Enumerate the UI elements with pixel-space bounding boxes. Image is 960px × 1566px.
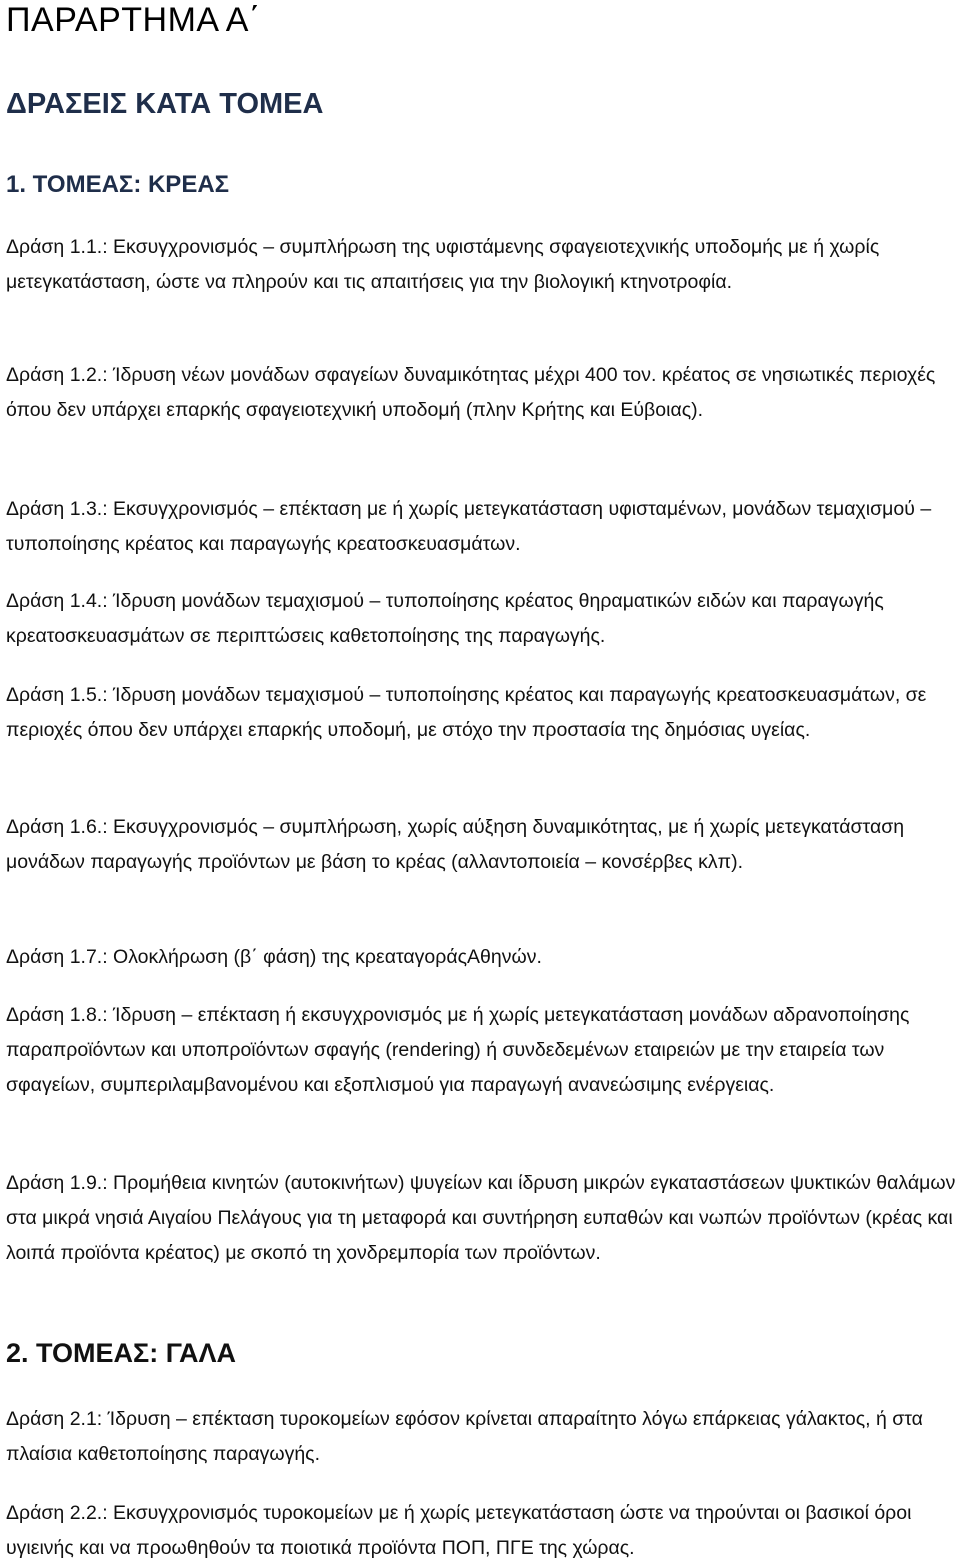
action-text: : Ίδρυση – επέκταση ή εκσυγχρονισμός με ή χωρίς μετεγκατάσταση μονάδων αδρανοποίησης παραπροϊόντων και υποπροϊόντων σφαγής (rendering) ή συνδεδεμένων εταιρειών με την εταιρεία των σφαγείων, συμπεριλαμβανομένου και εξοπλισμού για παραγωγή ανανεώσιμης ενέργειας.	[6, 1004, 910, 1096]
action-text: : Εκσυγχρονισμός – επέκταση με ή χωρίς μετεγκατάσταση υφισταμένων, μονάδων τεμαχισμού ‒ τυποποίησης κρέατος και παραγωγής κρεατοσκευασμάτων.	[6, 498, 932, 555]
action-label: Δράση 1.1.	[6, 236, 103, 258]
action-paragraph	[6, 1166, 956, 1271]
action-label: Δράση 1.7.	[6, 946, 103, 968]
action-label: Δράση 1.4.	[6, 590, 103, 612]
appendix-title: ΠΑΡΑΡΤΗΜΑ Α΄	[6, 1, 261, 39]
action-paragraph	[6, 1496, 956, 1566]
action-paragraph	[6, 1402, 956, 1472]
action-label: Δράση 1.3.	[6, 498, 103, 520]
action-paragraph	[6, 810, 956, 880]
action-text: : Εκσυγχρονισμός ‒ συμπλήρωση της υφιστάμενης σφαγειοτεχνικής υποδομής με ή χωρίς μετεγκατάσταση, ώστε να πληρούν και τις απαιτήσεις για την βιολογική κτηνοτροφία.	[6, 236, 880, 293]
action-paragraph	[6, 492, 956, 562]
action-label: Δράση 2.2.	[6, 1502, 103, 1524]
action-paragraph	[6, 940, 956, 975]
sector-heading-milk: 2. ΤΟΜΕΑΣ: ΓΑΛΑ	[6, 1338, 237, 1368]
action-text: : Ολοκλήρωση (β΄ φάση) της κρεαταγοράςΑθηνών.	[102, 946, 542, 968]
action-text: : Εκσυγχρονισμός – συμπλήρωση, χωρίς αύξηση δυναμικότητας, με ή χωρίς μετεγκατάσταση μονάδων παραγωγής προϊόντων με βάση το κρέας (αλλαντοποιεία – κονσέρβες κλπ).	[6, 816, 905, 873]
action-text: : Ίδρυση μονάδων τεμαχισμού – τυποποίησης κρέατος θηραματικών ειδών και παραγωγής κρεατοσκευασμάτων σε περιπτώσεις καθετοποίησης της παραγωγής.	[6, 590, 884, 647]
action-paragraph	[6, 230, 956, 300]
action-text: : Εκσυγχρονισμός τυροκομείων με ή χωρίς μετεγκατάσταση ώστε να τηρούνται οι βασικοί όροι υγιεινής και να προωθηθούν τα ποιοτικά προϊόντα ΠΟΠ, ΠΓΕ της χώρας.	[6, 1502, 912, 1559]
sector-heading-meat: 1. ΤΟΜΕΑΣ: ΚΡΕΑΣ	[6, 171, 230, 198]
action-text: : Προμήθεια κινητών (αυτοκινήτων) ψυγείων και ίδρυση μικρών εγκαταστάσεων ψυκτικών θαλάμων στα μικρά νησιά Αιγαίου Πελάγους για τη μεταφορά και συντήρηση ευπαθών και νωπών προϊόντων (κρέας και λοιπά προϊόντα κρέατος) με σκοπό τη χονδρεμπορία των προϊόντων.	[6, 1172, 956, 1264]
action-text: : Ίδρυση μονάδων τεμαχισμού – τυποποίησης κρέατος και παραγωγής κρεατοσκευασμάτων, σε περιοχές όπου δεν υπάρχει επαρκής υποδομή, με στόχο την προστασία της δημόσιας υγείας.	[6, 684, 927, 741]
action-label: Δράση 1.8.	[6, 1004, 103, 1026]
action-text: : Ίδρυση ‒ επέκταση τυροκομείων εφόσον κρίνεται απαραίτητο λόγω επάρκειας γάλακτος, ή στα πλαίσια καθετοποίησης παραγωγής.	[6, 1408, 923, 1465]
action-label: Δράση 1.2.	[6, 364, 103, 386]
action-paragraph	[6, 998, 956, 1103]
action-label: Δράση 1.9.	[6, 1172, 103, 1194]
action-label: Δράση 1.5.	[6, 684, 103, 706]
section-title: ΔΡΑΣΕΙΣ ΚΑΤΑ ΤΟΜΕΑ	[6, 88, 324, 120]
action-text: : Ίδρυση νέων μονάδων σφαγείων δυναμικότητας μέχρι 400 τον. κρέατος σε νησιωτικές περιοχές όπου δεν υπάρχει επαρκής σφαγειοτεχνική υποδομή (πλην Κρήτης και Εύβοιας).	[6, 364, 936, 421]
action-paragraph	[6, 678, 956, 748]
action-label: Δράση 2.1	[6, 1408, 97, 1430]
action-paragraph	[6, 584, 956, 654]
action-paragraph	[6, 358, 956, 428]
action-label: Δράση 1.6.	[6, 816, 103, 838]
